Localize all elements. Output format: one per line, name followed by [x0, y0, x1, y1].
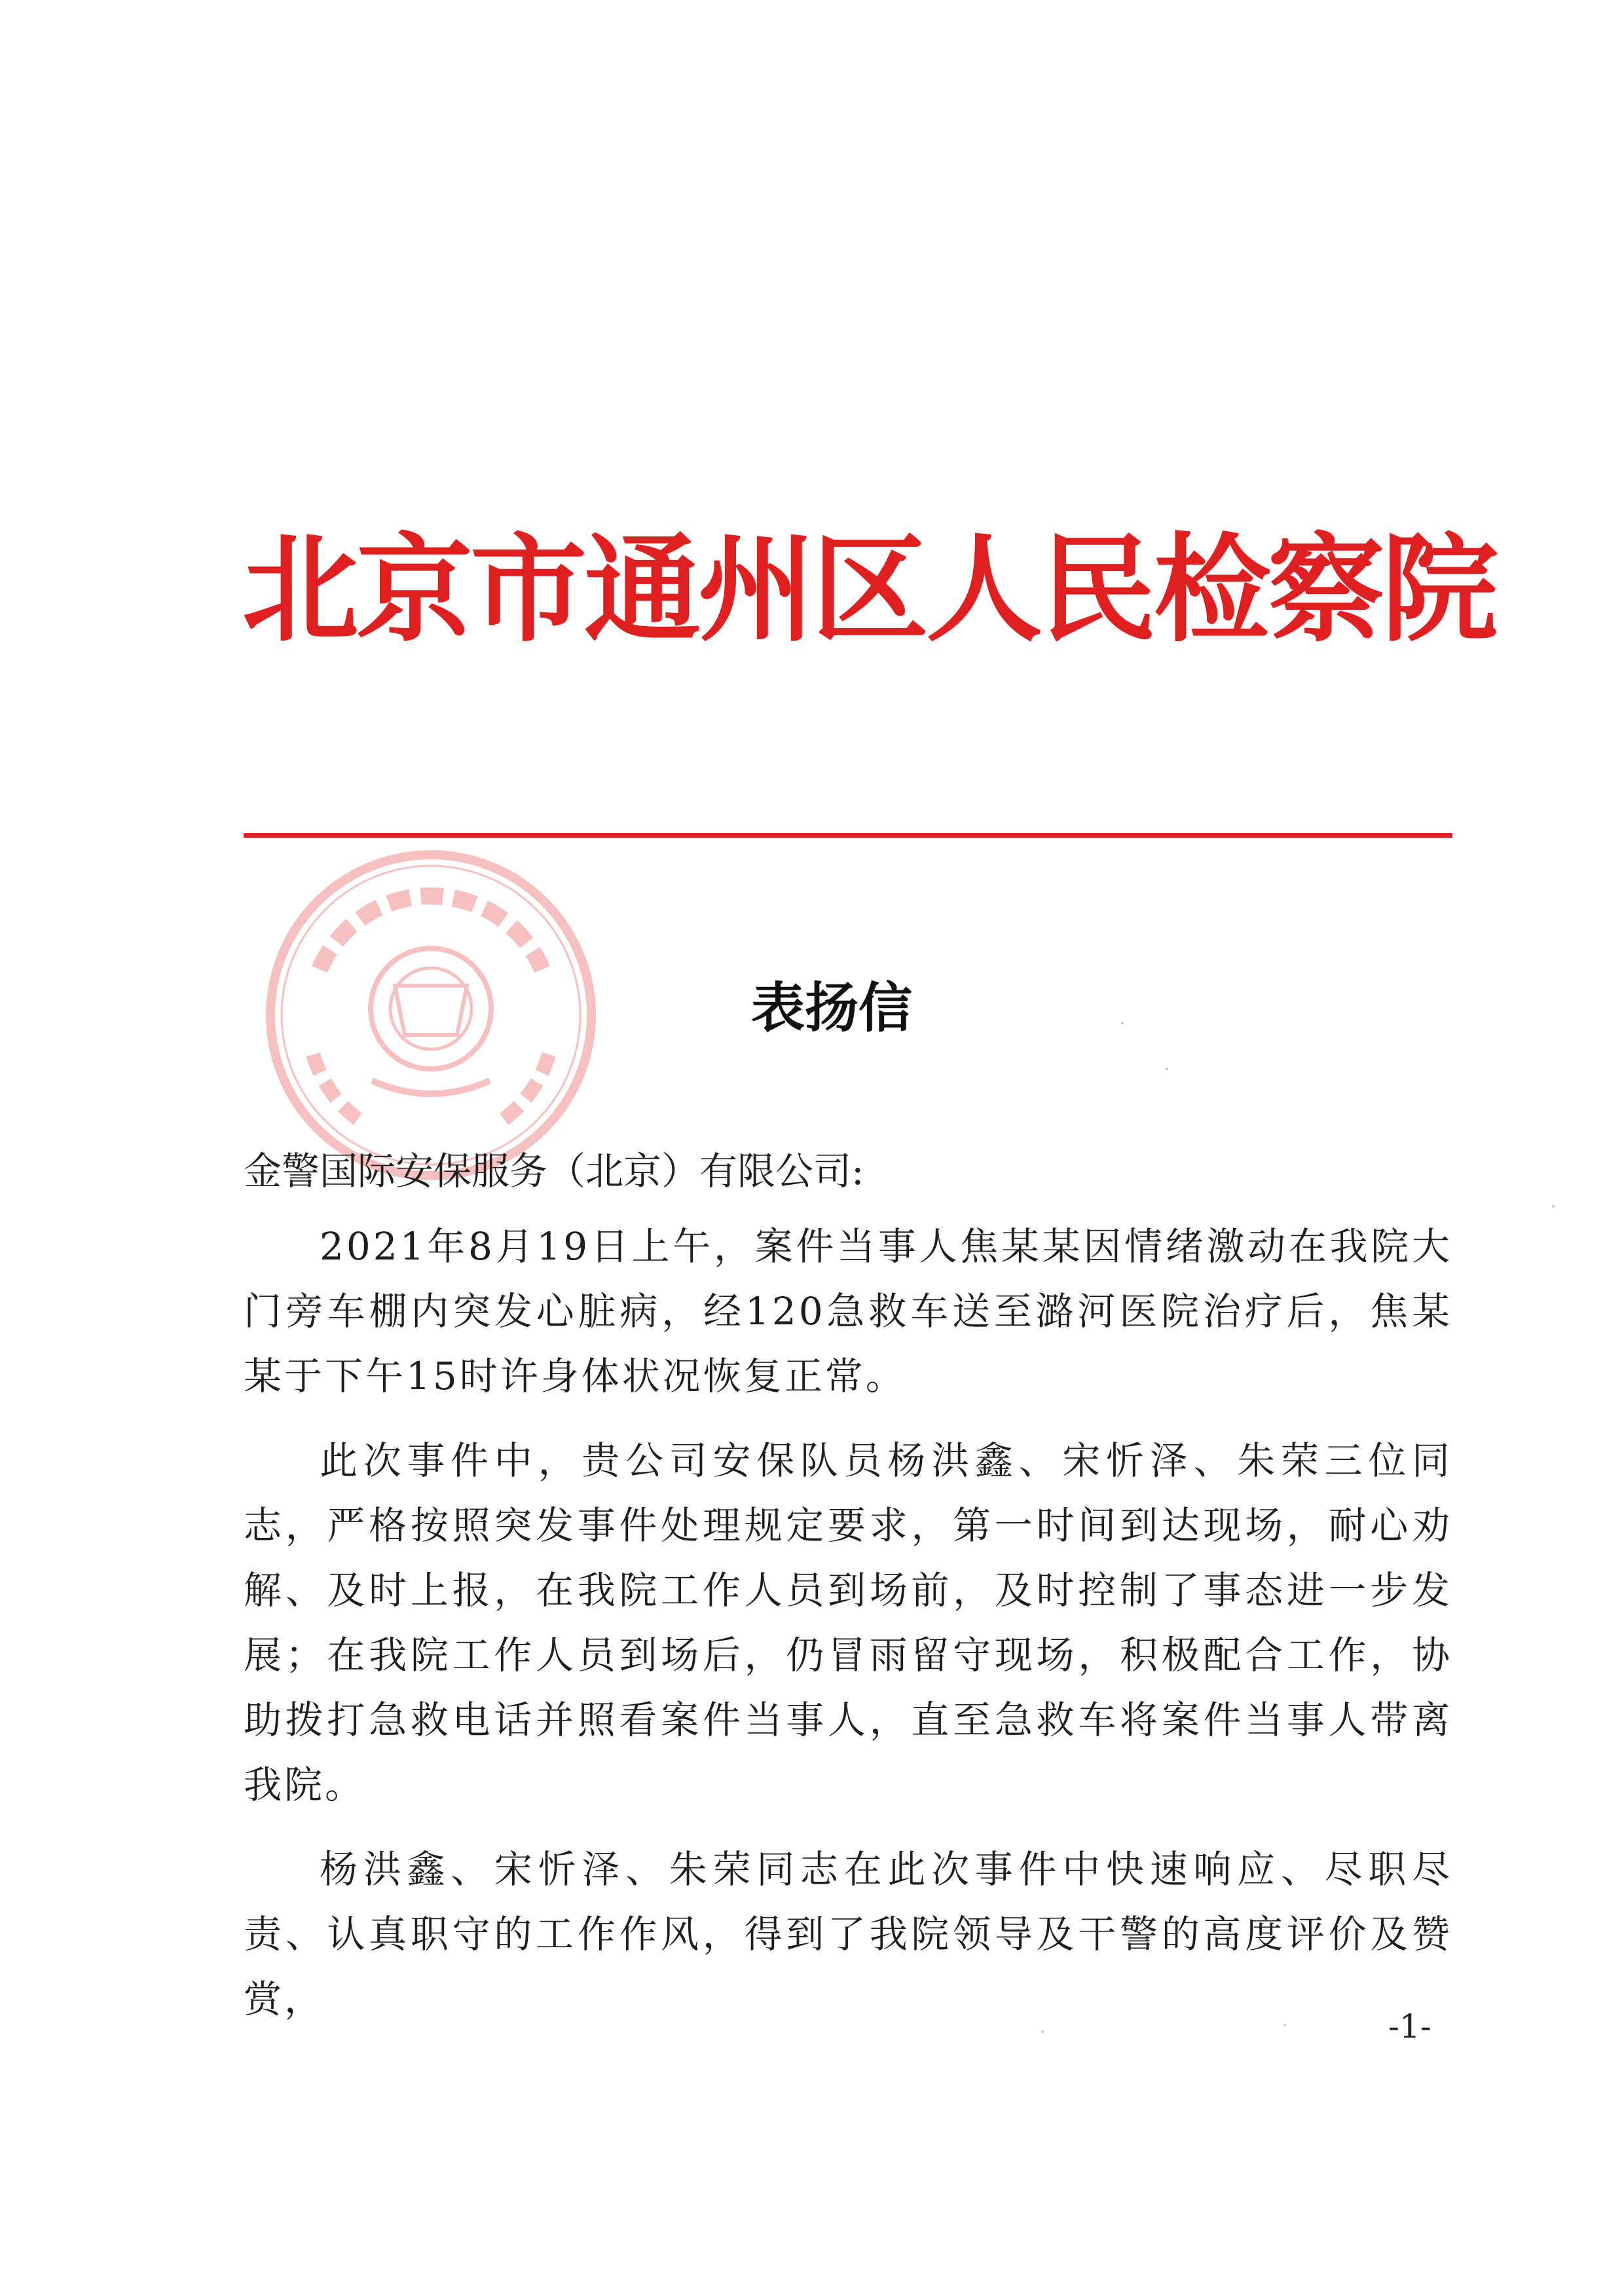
letter-body	[244, 1145, 1452, 2051]
paragraph-incident: 2021年8月19日上午，案件当事人焦某某因情绪激动在我院大门旁车棚内突发心脏病，经120急救车送至潞河医院治疗后，焦某某于下午15时许身体状况恢复正常。	[244, 1224, 1452, 1398]
letter-title: 表扬信	[750, 977, 912, 1039]
scan-speck	[1283, 2024, 1286, 2026]
salutation: 金警国际安保服务（北京）有限公司:	[244, 1149, 864, 1193]
scan-speck	[1041, 2030, 1044, 2033]
scan-speck	[1552, 1205, 1555, 1208]
page-number: -1-	[1388, 2007, 1431, 2045]
paragraph-response: 此次事件中，贵公司安保队员杨洪鑫、宋忻泽、朱荣三位同志，严格按照突发事件处理规定要求，第一时间到达现场，耐心劝解、及时上报，在我院工作人员到场前，及时控制了事态进一步发展；在我院工作人员到场后，仍冒雨留守现场，积极配合工作，协助拨打急救电话并照看案件当事人，直至急救车将案件当事人带离我院。	[244, 1438, 1452, 1807]
official-seal-icon	[261, 845, 601, 1185]
scan-speck	[1121, 1022, 1124, 1024]
paragraph-praise: 杨洪鑫、宋忻泽、朱荣同志在此次事件中快速响应、尽职尽责、认真职守的工作作风，得到了我院领导及干警的高度评价及赞赏，	[244, 1847, 1452, 2021]
institution-header: 北京市通州区人民检察院	[242, 521, 1496, 658]
scan-speck	[1166, 1068, 1168, 1070]
header-divider	[244, 833, 1452, 838]
